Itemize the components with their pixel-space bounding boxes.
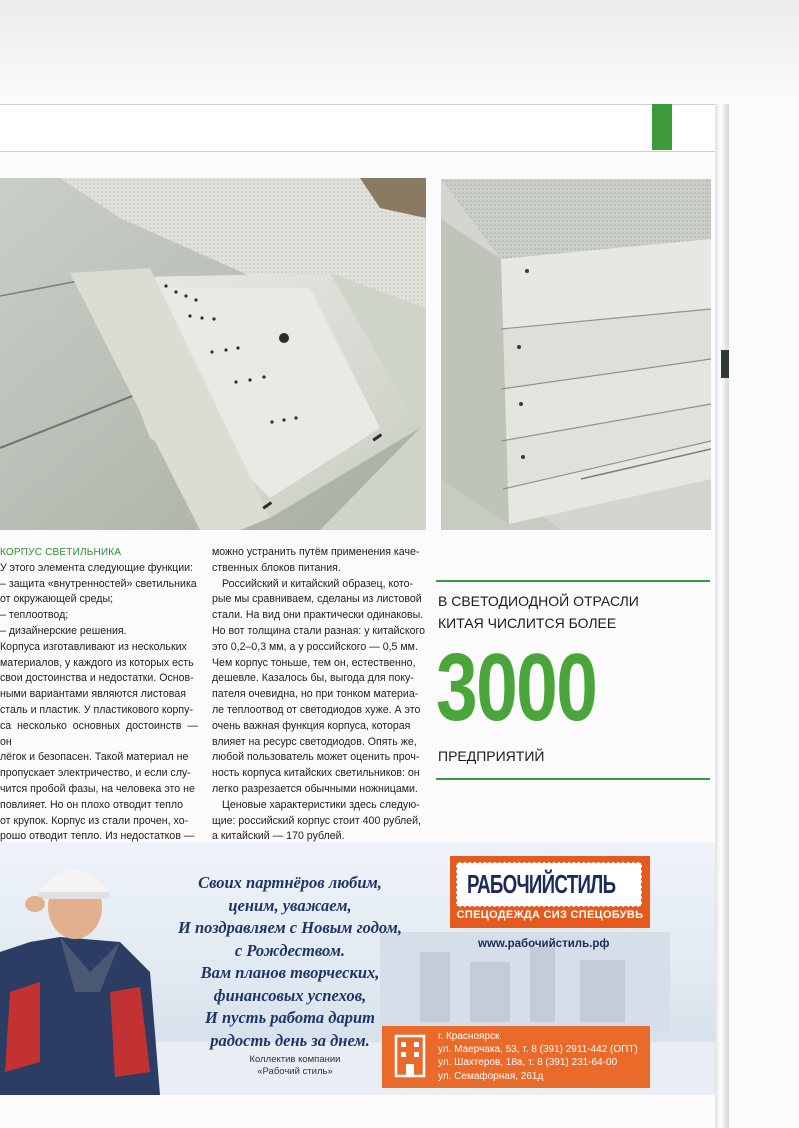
page-spine-edge (715, 104, 729, 1128)
header-green-tab (652, 104, 672, 150)
text-line: Корпуса изготавливают из нескольких (0, 640, 187, 653)
text-line: Чем корпус тоньше, тем он, естественно, (212, 656, 416, 669)
verse-line: финансовых успехов, (213, 985, 367, 1005)
verse-line: ценим, уважаем, (228, 895, 352, 915)
text-line: легко разрезается обычными ножницами. (212, 782, 418, 795)
callout-bottom-rule (436, 778, 710, 780)
callout-line-3: ПРЕДПРИЯТИЙ (438, 748, 545, 764)
text-line: повлияет. Но он плохо отводит тепло (0, 798, 184, 811)
address-line: ул. Семафорная, 261д (438, 1070, 544, 1082)
callout-line-1: В СВЕТОДИОДНОЙ ОТРАСЛИ (438, 593, 639, 609)
logo-plate (456, 862, 642, 907)
ad-greeting-verse (170, 872, 410, 1052)
text-line: пателя очевидна, но при тонком материа- (212, 688, 419, 701)
text-line: свои достоинства и недостатки. Основ- (0, 672, 194, 685)
text-line: щие: российский корпус стоит 400 рублей, (212, 814, 421, 827)
text-line: можно устранить путём применения каче- (212, 546, 420, 558)
text-line: от окружающей среды; (0, 593, 114, 606)
logo-tagline: СПЕЦОДЕЖДА СИЗ СПЕЦОБУВЬ (456, 909, 644, 921)
section-heading: КОРПУС СВЕТИЛЬНИКА (0, 547, 122, 558)
text-line: от крупок. Корпус из стали прочен, хо- (0, 814, 189, 827)
company-logo (450, 856, 650, 928)
scan-top-margin (0, 0, 799, 100)
address-line: г. Красноярск (438, 1031, 500, 1042)
text-line: Ценовые характеристики здесь следую- (222, 798, 420, 811)
article-middle-column (212, 545, 426, 845)
text-line: дешевле. Казалось бы, выгода для поку- (212, 672, 414, 685)
verse-line: И поздравляем с Новым годом, (178, 918, 402, 937)
text-line: влияет на ресурс светодиодов. Опять же, (212, 735, 417, 748)
text-line: – дизайнерские решения. (0, 624, 127, 637)
text-line: очень важная функция корпуса, которая (212, 719, 411, 732)
callout-big-number: 3000 (436, 634, 597, 741)
text-line: любой пользователь может оценить проч- (212, 751, 420, 764)
verse-line: Своих партнёров любим, (198, 873, 382, 892)
building-icon (394, 1034, 426, 1078)
side-section-marker (721, 350, 729, 378)
verse-line: И пусть работа дарит (205, 1008, 375, 1027)
signature-line: «Рабочий стиль» (257, 1066, 333, 1077)
page-header-bar (0, 104, 715, 152)
text-line: – защита «внутренностей» светильника (0, 577, 197, 590)
signature-line: Коллектив компании (249, 1054, 341, 1065)
text-line: ными вариантами являются листовая (0, 688, 186, 701)
advertisement-banner (0, 842, 715, 1095)
text-line: У этого элемента следующие функции: (0, 561, 194, 574)
verse-line: радость день за днем. (210, 1030, 370, 1050)
text-line: лёгок и безопасен. Такой материал не (0, 751, 189, 764)
text-line: пропускает электричество, и если слу- (0, 767, 191, 780)
text-line: сталь и пластик. У пластикового корпу- (0, 703, 193, 716)
address-box (382, 1026, 650, 1088)
text-line: а китайский — 170 рублей. (212, 830, 345, 843)
text-line: са несколько основных достоинств — он (0, 719, 198, 748)
ad-signature (200, 1054, 390, 1078)
callout-line-2: КИТАЯ ЧИСЛИТСЯ БОЛЕЕ (438, 615, 617, 631)
photo-luminaire-housing (0, 178, 426, 530)
text-line: рошо отводит тепло. Из недостатков — (0, 830, 195, 843)
address-line: ул. Шахтеров, 18а, т. 8 (391) 231-64-00 (438, 1057, 618, 1069)
text-line: ле теплоотвод от светодиодов хуже. А это (212, 703, 421, 716)
logo-name: РАБОЧИЙСТИЛЬ (467, 869, 616, 899)
text-line: рые мы сравниваем, сделаны из листовой (212, 593, 422, 606)
text-line: это 0,2–0,3 мм, а у российского — 0,5 мм. (212, 640, 418, 653)
callout-top-rule (436, 580, 710, 582)
text-line: ность корпуса китайских светильников: он (212, 767, 420, 780)
text-line: – теплоотвод; (0, 609, 69, 622)
text-line: Но вот толщина стали разная: у китайского (212, 624, 425, 637)
text-line: чится пробой фазы, на человека это не (0, 782, 195, 795)
photo-stacked-housings (441, 179, 711, 530)
address-lines (438, 1030, 638, 1083)
text-line: материалов, у каждого из которых есть (0, 656, 194, 669)
company-website: www.рабочийстиль.рф (478, 938, 610, 950)
verse-line: Вам планов творческих, (200, 963, 380, 982)
address-line: ул. Маерчака, 53, т. 8 (391) 2911-442 (ОПТ) (438, 1044, 638, 1056)
worker-figure (0, 870, 160, 1096)
article-left-column (0, 545, 198, 877)
verse-line: с Рождеством. (234, 940, 346, 960)
text-line: стали. На вид они практически одинаковы. (212, 609, 424, 622)
text-line: ственных блоков питания. (212, 561, 341, 574)
text-line: Российский и китайский образец, кото- (222, 577, 414, 590)
